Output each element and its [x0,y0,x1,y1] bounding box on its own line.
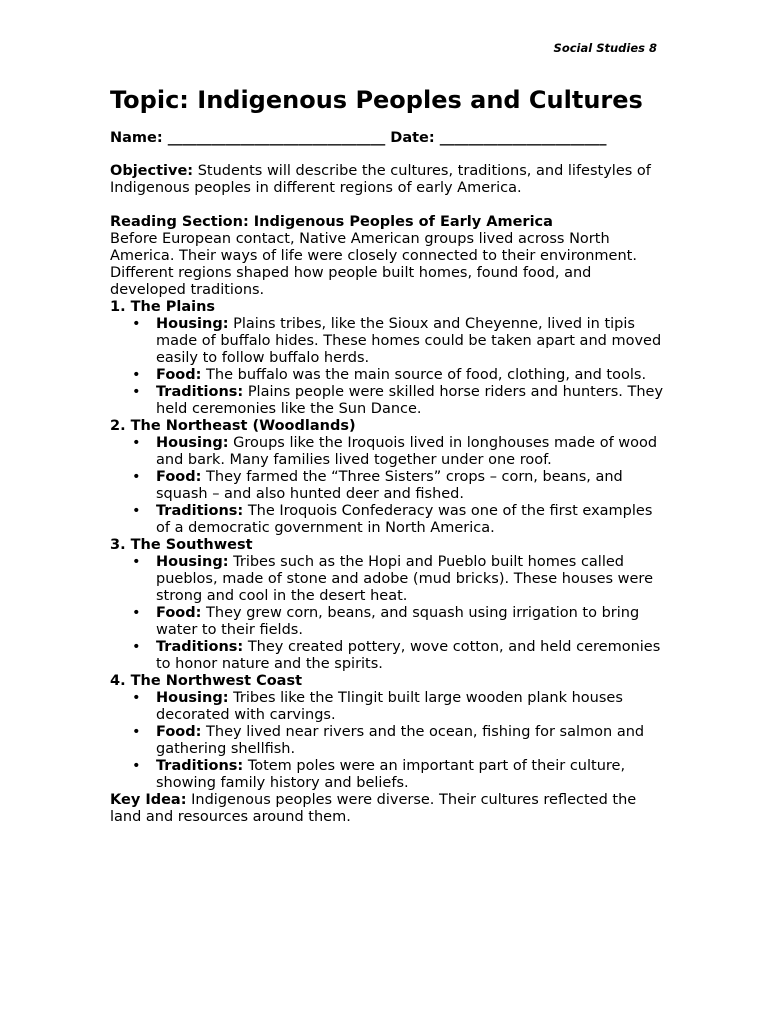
item-label: Traditions: [156,503,244,519]
course-header: Social Studies 8 [553,41,657,55]
item-text: Tribes such as the Hopi and Pueblo built homes called pueblos, made of stone and adobe (mud bricks). These houses were strong and cool in the desert heat. [156,554,654,604]
region-detail-list [110,435,670,537]
reading-heading: Reading Section: Indigenous Peoples of Early America [110,214,553,230]
list-item [132,724,670,758]
bullet-icon: • [132,435,141,451]
bullet-icon: • [132,639,141,655]
objective [110,163,670,197]
item-text: Groups like the Iroquois lived in longhouses made of wood and bark. Many families lived together under one roof. [156,435,658,468]
list-item [132,503,670,537]
region-heading: 1. The Plains [110,299,216,315]
item-text: Plains tribes, like the Sioux and Cheyenne, lived in tipis made of buffalo hides. These homes could be taken apart and moved easily to follow buffalo herds. [156,316,662,366]
date-label: Date: [390,130,435,146]
bullet-icon: • [132,690,141,706]
key-idea-label: Key Idea: [110,792,187,808]
objective-text: Students will describe the cultures, traditions, and lifestyles of Indigenous peoples in different regions of early America. [110,163,651,196]
item-text: Tribes like the Tlingit built large wooden plank houses decorated with carvings. [156,690,623,723]
bullet-icon: • [132,605,141,621]
region-heading: 2. The Northeast (Woodlands) [110,418,356,434]
item-label: Housing: [156,435,229,451]
bullet-icon: • [132,367,141,383]
item-text: They grew corn, beans, and squash using irrigation to bring water to their fields. [156,605,640,638]
item-text: The buffalo was the main source of food, clothing, and tools. [206,367,647,383]
regions-list [110,299,670,792]
key-idea [110,792,670,826]
bullet-icon: • [132,554,141,570]
list-item [132,758,670,792]
bullet-icon: • [132,724,141,740]
name-blank: ______________________________ [167,130,386,146]
item-text: Plains people were skilled horse riders and hunters. They held ceremonies like the Sun Dance. [156,384,664,417]
objective-label: Objective: [110,163,194,179]
list-item [132,384,670,418]
region-detail-list [110,316,670,418]
worksheet-content [110,86,670,826]
item-label: Traditions: [156,639,244,655]
bullet-icon: • [132,316,141,332]
item-label: Housing: [156,554,229,570]
bullet-icon: • [132,503,141,519]
list-item [132,554,670,605]
item-label: Food: [156,605,202,621]
list-item [132,316,670,367]
region-heading: 3. The Southwest [110,537,253,553]
region-heading: 4. The Northwest Coast [110,673,303,689]
item-label: Housing: [156,690,229,706]
item-text: The Iroquois Confederacy was one of the first examples of a democratic government in North America. [156,503,653,536]
item-label: Food: [156,367,202,383]
item-text: They farmed the “Three Sisters” crops – corn, beans, and squash – and also hunted deer and fished. [156,469,623,502]
page-title: Topic: Indigenous Peoples and Cultures [110,86,643,114]
reading-intro: Before European contact, Native American groups lived across North America. Their ways of life were closely connected to their environment. Different regions shaped how people built homes, found food, and developed traditions. [110,231,637,298]
item-text: They lived near rivers and the ocean, fishing for salmon and gathering shellfish. [156,724,645,757]
region-detail-list [110,554,670,673]
item-text: Totem poles were an important part of their culture, showing family history and beliefs. [156,758,626,791]
item-label: Traditions: [156,384,244,400]
bullet-icon: • [132,384,141,400]
list-item [132,435,670,469]
item-label: Food: [156,469,202,485]
list-item [132,469,670,503]
item-text: They created pottery, wove cotton, and held ceremonies to honor nature and the spirits. [156,639,661,672]
list-item [132,367,670,384]
bullet-icon: • [132,469,141,485]
item-label: Food: [156,724,202,740]
key-idea-text: Indigenous peoples were diverse. Their cultures reflected the land and resources around them. [110,792,637,825]
list-item [132,639,670,673]
region-detail-list [110,690,670,792]
item-label: Housing: [156,316,229,332]
name-label: Name: [110,130,163,146]
bullet-icon: • [132,758,141,774]
list-item [132,605,670,639]
item-label: Traditions: [156,758,244,774]
date-blank: _______________________ [439,130,607,146]
name-date-line [110,129,670,147]
list-item [132,690,670,724]
